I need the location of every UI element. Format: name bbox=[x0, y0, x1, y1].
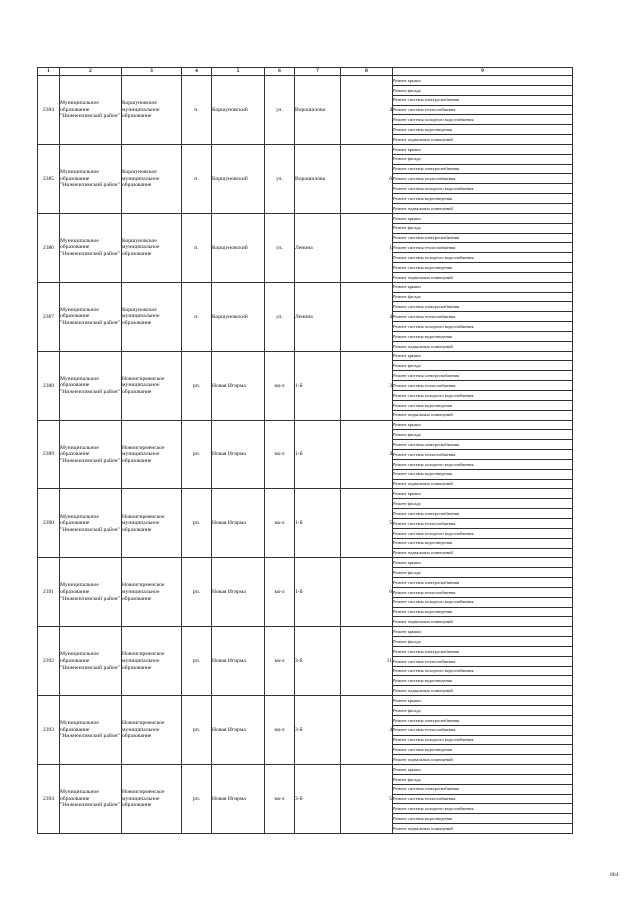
repair-work-item: Ремонт системы холодного водоснабжения bbox=[393, 115, 573, 125]
repair-work-item: Ремонт крыши bbox=[393, 558, 573, 568]
street-type-cell: ул. bbox=[265, 213, 295, 282]
municipality-cell: Муниципальное образование "Нижнеилимский район" bbox=[60, 76, 122, 145]
repair-work-item: Ремонт фасада bbox=[393, 637, 573, 647]
settlement-type-cell: рп. bbox=[182, 420, 212, 489]
settlement-type-cell: рп. bbox=[182, 558, 212, 627]
repair-work-item: Ремонт системы электроснабжения bbox=[393, 509, 573, 519]
street-name-cell: Ленина bbox=[295, 282, 341, 351]
repair-work-item: Ремонт системы водоотведения bbox=[393, 125, 573, 135]
street-type-cell: кв-л bbox=[265, 489, 295, 558]
settlement-cell: Новоигирменское муниципальное образование bbox=[122, 627, 182, 696]
street-type-cell: кв-л bbox=[265, 765, 295, 834]
house-number-cell: 3 bbox=[341, 351, 393, 420]
record-number: 2392 bbox=[38, 627, 60, 696]
municipality-cell: Муниципальное образование "Нижнеилимский район" bbox=[60, 489, 122, 558]
municipality-cell: Муниципальное образование "Нижнеилимский район" bbox=[60, 351, 122, 420]
repair-work-item: Ремонт фасада bbox=[393, 361, 573, 371]
repair-work-item: Ремонт подвальных помещений bbox=[393, 341, 573, 351]
table-row bbox=[38, 76, 573, 86]
repair-work-item: Ремонт системы водоотведения bbox=[393, 194, 573, 204]
settlement-cell: Коршуновское муниципальное образование bbox=[122, 144, 182, 213]
repair-work-item: Ремонт системы теплоснабжения bbox=[393, 243, 573, 253]
municipality-cell: Муниципальное образование "Нижнеилимский район" bbox=[60, 420, 122, 489]
repair-work-item: Ремонт крыши bbox=[393, 420, 573, 430]
repair-work-item: Ремонт системы холодного водоснабжения bbox=[393, 804, 573, 814]
street-type-cell: кв-л bbox=[265, 558, 295, 627]
repair-work-item: Ремонт крыши bbox=[393, 489, 573, 499]
table-header-row bbox=[38, 68, 573, 76]
header-cell: 8 bbox=[341, 68, 393, 76]
repair-work-item: Ремонт фасада bbox=[393, 568, 573, 578]
street-type-cell: ул. bbox=[265, 282, 295, 351]
header-cell: 2 bbox=[60, 68, 122, 76]
repair-work-item: Ремонт системы теплоснабжения bbox=[393, 725, 573, 735]
header-cell: 5 bbox=[212, 68, 265, 76]
settlement-type-cell: п. bbox=[182, 144, 212, 213]
settlement-type-cell: рп. bbox=[182, 351, 212, 420]
settlement-cell: Коршуновское муниципальное образование bbox=[122, 76, 182, 145]
house-number-cell: 1 bbox=[341, 213, 393, 282]
settlement-cell: Новоигирменское муниципальное образование bbox=[122, 351, 182, 420]
street-name-cell: 3-й bbox=[295, 765, 341, 834]
house-number-cell: 5 bbox=[341, 489, 393, 558]
street-type-cell: кв-л bbox=[265, 696, 295, 765]
house-number-cell: 11 bbox=[341, 627, 393, 696]
table-row bbox=[38, 627, 573, 637]
settlement-name-cell: Новая Игирма bbox=[212, 489, 265, 558]
repair-work-item: Ремонт системы холодного водоснабжения bbox=[393, 528, 573, 538]
repair-work-item: Ремонт системы электроснабжения bbox=[393, 440, 573, 450]
settlement-type-cell: п. bbox=[182, 76, 212, 145]
repair-work-item: Ремонт системы теплоснабжения bbox=[393, 174, 573, 184]
repair-work-item: Ремонт системы холодного водоснабжения bbox=[393, 597, 573, 607]
repair-work-item: Ремонт крыши bbox=[393, 696, 573, 706]
municipality-cell: Муниципальное образование "Нижнеилимский район" bbox=[60, 696, 122, 765]
repair-work-item: Ремонт крыши bbox=[393, 351, 573, 361]
repair-work-item: Ремонт подвальных помещений bbox=[393, 548, 573, 558]
record-number: 2388 bbox=[38, 351, 60, 420]
municipality-cell: Муниципальное образование "Нижнеилимский район" bbox=[60, 558, 122, 627]
repair-work-item: Ремонт фасада bbox=[393, 706, 573, 716]
repair-work-item: Ремонт подвальных помещений bbox=[393, 824, 573, 834]
settlement-name-cell: Новая Игирма bbox=[212, 765, 265, 834]
repair-work-item: Ремонт системы холодного водоснабжения bbox=[393, 459, 573, 469]
repair-work-item: Ремонт крыши bbox=[393, 627, 573, 637]
repair-work-item: Ремонт системы водоотведения bbox=[393, 676, 573, 686]
repair-work-item: Ремонт системы водоотведения bbox=[393, 400, 573, 410]
house-number-cell: 4 bbox=[341, 76, 393, 145]
settlement-type-cell: п. bbox=[182, 282, 212, 351]
street-name-cell: 3-й bbox=[295, 696, 341, 765]
repair-work-item: Ремонт крыши bbox=[393, 76, 573, 86]
repair-work-item: Ремонт фасада bbox=[393, 774, 573, 784]
municipality-cell: Муниципальное образование "Нижнеилимский район" bbox=[60, 765, 122, 834]
repair-work-item: Ремонт системы теплоснабжения bbox=[393, 381, 573, 391]
table-row bbox=[38, 420, 573, 430]
settlement-cell: Новоигирменское муниципальное образование bbox=[122, 765, 182, 834]
record-number: 2390 bbox=[38, 489, 60, 558]
record-number: 2386 bbox=[38, 213, 60, 282]
house-number-cell: 6 bbox=[341, 144, 393, 213]
street-name-cell: 3-й bbox=[295, 627, 341, 696]
street-type-cell: кв-л bbox=[265, 627, 295, 696]
repair-work-item: Ремонт крыши bbox=[393, 282, 573, 292]
table-row bbox=[38, 558, 573, 568]
repair-work-item: Ремонт системы электроснабжения bbox=[393, 646, 573, 656]
repair-work-item: Ремонт системы теплоснабжения bbox=[393, 450, 573, 460]
repair-work-item: Ремонт подвальных помещений bbox=[393, 203, 573, 213]
repair-work-item: Ремонт подвальных помещений bbox=[393, 617, 573, 627]
street-type-cell: ул. bbox=[265, 76, 295, 145]
repair-work-item: Ремонт системы теплоснабжения bbox=[393, 312, 573, 322]
repair-work-item: Ремонт системы электроснабжения bbox=[393, 715, 573, 725]
street-name-cell: Ленина bbox=[295, 213, 341, 282]
table-body bbox=[38, 76, 573, 834]
table-row bbox=[38, 489, 573, 499]
house-number-cell: 4 bbox=[341, 420, 393, 489]
table-row bbox=[38, 696, 573, 706]
settlement-name-cell: Коршуновский bbox=[212, 144, 265, 213]
street-name-cell: 1-й bbox=[295, 420, 341, 489]
street-type-cell: кв-л bbox=[265, 351, 295, 420]
repair-work-item: Ремонт системы электроснабжения bbox=[393, 95, 573, 105]
street-name-cell: 1-й bbox=[295, 489, 341, 558]
repair-work-item: Ремонт системы электроснабжения bbox=[393, 233, 573, 243]
repair-work-item: Ремонт системы водоотведения bbox=[393, 607, 573, 617]
repair-work-item: Ремонт системы электроснабжения bbox=[393, 302, 573, 312]
settlement-cell: Новоигирменское муниципальное образование bbox=[122, 558, 182, 627]
house-number-cell: 6 bbox=[341, 558, 393, 627]
repair-work-item: Ремонт системы теплоснабжения bbox=[393, 794, 573, 804]
settlement-cell: Новоигирменское муниципальное образование bbox=[122, 489, 182, 558]
municipality-cell: Муниципальное образование "Нижнеилимский район" bbox=[60, 213, 122, 282]
repair-work-item: Ремонт системы теплоснабжения bbox=[393, 105, 573, 115]
header-cell: 7 bbox=[295, 68, 341, 76]
settlement-cell: Новоигирменское муниципальное образование bbox=[122, 696, 182, 765]
record-number: 2387 bbox=[38, 282, 60, 351]
settlement-cell: Коршуновское муниципальное образование bbox=[122, 213, 182, 282]
header-cell: 4 bbox=[182, 68, 212, 76]
repair-work-item: Ремонт системы электроснабжения bbox=[393, 371, 573, 381]
settlement-name-cell: Коршуновский bbox=[212, 213, 265, 282]
record-number: 2393 bbox=[38, 696, 60, 765]
repair-work-item: Ремонт системы электроснабжения bbox=[393, 784, 573, 794]
street-name-cell: 1-й bbox=[295, 351, 341, 420]
repair-work-item: Ремонт системы электроснабжения bbox=[393, 578, 573, 588]
settlement-type-cell: рп. bbox=[182, 489, 212, 558]
municipality-cell: Муниципальное образование "Нижнеилимский район" bbox=[60, 282, 122, 351]
repair-work-item: Ремонт системы водоотведения bbox=[393, 538, 573, 548]
repair-work-item: Ремонт системы электроснабжения bbox=[393, 164, 573, 174]
repair-work-item: Ремонт системы водоотведения bbox=[393, 814, 573, 824]
settlement-name-cell: Новая Игирма bbox=[212, 351, 265, 420]
settlement-type-cell: п. bbox=[182, 213, 212, 282]
repair-work-item: Ремонт подвальных помещений bbox=[393, 479, 573, 489]
repair-work-item: Ремонт системы холодного водоснабжения bbox=[393, 735, 573, 745]
settlement-name-cell: Коршуновский bbox=[212, 76, 265, 145]
street-type-cell: ул. bbox=[265, 144, 295, 213]
settlement-name-cell: Новая Игирма bbox=[212, 420, 265, 489]
street-type-cell: кв-л bbox=[265, 420, 295, 489]
repair-work-item: Ремонт системы холодного водоснабжения bbox=[393, 666, 573, 676]
repair-work-item: Ремонт крыши bbox=[393, 765, 573, 775]
table-row bbox=[38, 144, 573, 154]
repair-work-item: Ремонт системы водоотведения bbox=[393, 331, 573, 341]
house-number-cell: 4 bbox=[341, 282, 393, 351]
settlement-cell: Коршуновское муниципальное образование bbox=[122, 282, 182, 351]
record-number: 2385 bbox=[38, 144, 60, 213]
record-number: 2384 bbox=[38, 76, 60, 145]
settlement-type-cell: рп. bbox=[182, 765, 212, 834]
repair-work-item: Ремонт системы водоотведения bbox=[393, 469, 573, 479]
street-name-cell: Ворошилова bbox=[295, 144, 341, 213]
repair-work-item: Ремонт фасада bbox=[393, 154, 573, 164]
settlement-name-cell: Новая Игирма bbox=[212, 558, 265, 627]
table-row bbox=[38, 765, 573, 775]
repair-work-item: Ремонт подвальных помещений bbox=[393, 686, 573, 696]
header-cell: 9 bbox=[393, 68, 573, 76]
house-number-cell: 4 bbox=[341, 696, 393, 765]
repair-work-item: Ремонт системы теплоснабжения bbox=[393, 656, 573, 666]
repair-work-item: Ремонт системы теплоснабжения bbox=[393, 587, 573, 597]
settlement-name-cell: Новая Игирма bbox=[212, 627, 265, 696]
repair-work-item: Ремонт фасада bbox=[393, 430, 573, 440]
repair-work-item: Ремонт фасада bbox=[393, 85, 573, 95]
table-row bbox=[38, 351, 573, 361]
record-number: 2394 bbox=[38, 765, 60, 834]
repair-work-item: Ремонт системы водоотведения bbox=[393, 263, 573, 273]
house-number-cell: 5 bbox=[341, 765, 393, 834]
header-cell: 3 bbox=[122, 68, 182, 76]
repair-work-item: Ремонт системы холодного водоснабжения bbox=[393, 322, 573, 332]
record-number: 2391 bbox=[38, 558, 60, 627]
repair-work-item: Ремонт системы водоотведения bbox=[393, 745, 573, 755]
municipality-cell: Муниципальное образование "Нижнеилимский район" bbox=[60, 144, 122, 213]
page-number: 804 bbox=[610, 872, 619, 878]
repair-work-item: Ремонт крыши bbox=[393, 144, 573, 154]
repair-work-item: Ремонт системы холодного водоснабжения bbox=[393, 391, 573, 401]
repair-work-item: Ремонт подвальных помещений bbox=[393, 755, 573, 765]
settlement-name-cell: Коршуновский bbox=[212, 282, 265, 351]
settlement-type-cell: рп. bbox=[182, 627, 212, 696]
table-row bbox=[38, 213, 573, 223]
street-name-cell: Ворошилова bbox=[295, 76, 341, 145]
settlement-name-cell: Новая Игирма bbox=[212, 696, 265, 765]
settlement-type-cell: рп. bbox=[182, 696, 212, 765]
repair-work-item: Ремонт фасада bbox=[393, 499, 573, 509]
repair-work-item: Ремонт подвальных помещений bbox=[393, 272, 573, 282]
repair-work-item: Ремонт фасада bbox=[393, 292, 573, 302]
repair-work-item: Ремонт системы теплоснабжения bbox=[393, 518, 573, 528]
header-cell: 6 bbox=[265, 68, 295, 76]
record-number: 2389 bbox=[38, 420, 60, 489]
repair-register-table bbox=[37, 67, 573, 834]
repair-work-item: Ремонт крыши bbox=[393, 213, 573, 223]
table-row bbox=[38, 282, 573, 292]
repair-work-item: Ремонт фасада bbox=[393, 223, 573, 233]
repair-work-item: Ремонт системы холодного водоснабжения bbox=[393, 184, 573, 194]
header-cell: 1 bbox=[38, 68, 60, 76]
repair-work-item: Ремонт подвальных помещений bbox=[393, 135, 573, 145]
repair-work-item: Ремонт системы холодного водоснабжения bbox=[393, 253, 573, 263]
settlement-cell: Новоигирменское муниципальное образование bbox=[122, 420, 182, 489]
street-name-cell: 1-й bbox=[295, 558, 341, 627]
repair-work-item: Ремонт подвальных помещений bbox=[393, 410, 573, 420]
municipality-cell: Муниципальное образование "Нижнеилимский район" bbox=[60, 627, 122, 696]
